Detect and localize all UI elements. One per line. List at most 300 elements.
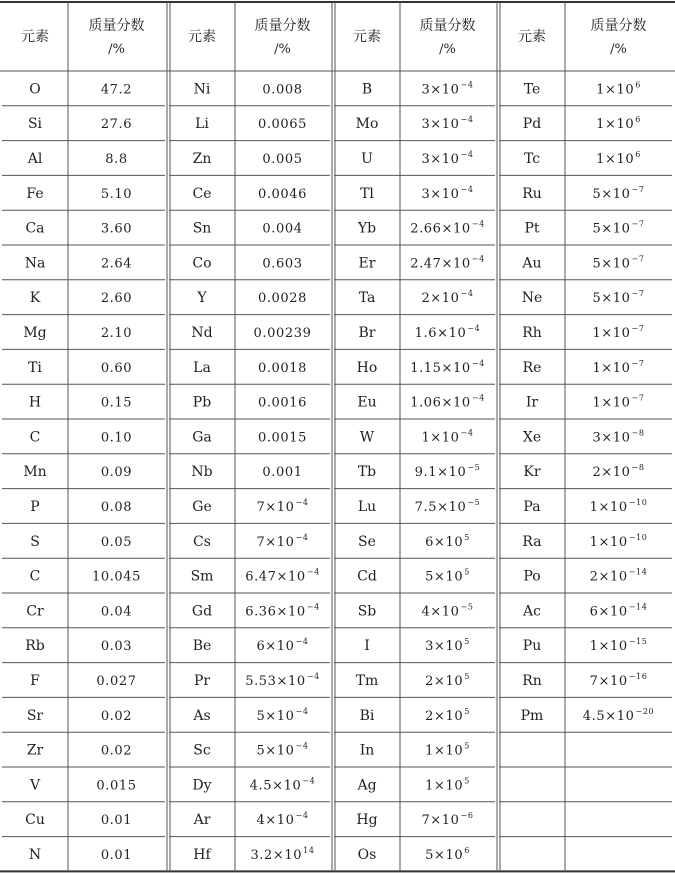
cell-value-mantissa: 0.027: [96, 674, 137, 689]
cell-mass-fraction: [421, 428, 473, 445]
cell-value-exponent: −4: [295, 741, 309, 751]
cell-mass-fraction: [256, 637, 308, 654]
cell-value-exponent: −4: [460, 184, 474, 194]
cell-mass-fraction: [101, 222, 132, 237]
cell-value-mantissa: 5×10: [256, 708, 295, 724]
cell-value-exponent: −5: [467, 498, 481, 507]
cell-mass-fraction: [92, 570, 141, 585]
cell-value-exponent: −5: [460, 602, 474, 612]
cell-mass-fraction: [256, 742, 308, 759]
cell-element: Ce: [192, 185, 212, 202]
cell-value-mantissa: 0.0018: [257, 360, 308, 376]
cell-element: Mo: [355, 116, 379, 133]
cell-mass-fraction: [596, 80, 641, 97]
header-unit: /%: [610, 42, 627, 57]
cell-mass-fraction: [590, 533, 648, 550]
cell-element: Cd: [357, 568, 377, 585]
cell-element: Mg: [23, 325, 47, 341]
cell-element: Pr: [193, 673, 211, 689]
cell-value-mantissa: 0.04: [100, 604, 133, 620]
cell-element: Zn: [192, 151, 212, 167]
cell-value-mantissa: 3×10: [425, 639, 464, 655]
cell-value-exponent: 5: [464, 532, 470, 542]
cell-element: Tc: [523, 151, 541, 167]
cell-value-mantissa: 4×10: [421, 604, 460, 620]
cell-value-mantissa: 1×10: [421, 430, 460, 446]
cell-value-mantissa: 2.64: [100, 256, 133, 272]
cell-value-exponent: −4: [295, 637, 309, 647]
cell-value-exponent: −7: [631, 393, 645, 403]
cell-value-exponent: −4: [295, 532, 309, 542]
cell-value-exponent: −4: [471, 393, 485, 403]
cell-mass-fraction: [425, 637, 470, 654]
cell-mass-fraction: [425, 776, 470, 793]
cell-value-mantissa: 0.0046: [257, 186, 308, 202]
cell-element: Mn: [23, 464, 47, 481]
cell-value-mantissa: 1×10: [589, 534, 628, 550]
cell-value-mantissa: 1×10: [596, 152, 635, 167]
cell-value-mantissa: 0.03: [100, 639, 133, 655]
cell-value-mantissa: 1.06×10: [410, 395, 471, 411]
cell-element: S: [30, 533, 40, 550]
cell-value-exponent: −6: [460, 811, 474, 821]
cell-element: Na: [24, 255, 46, 272]
cell-value-exponent: −20: [635, 706, 655, 716]
cell-value-mantissa: 3×10: [421, 152, 460, 167]
cell-mass-fraction: [245, 672, 320, 689]
cell-mass-fraction: [421, 150, 473, 167]
cell-value-mantissa: 10.045: [91, 569, 142, 585]
cell-value-mantissa: 2.47×10: [410, 256, 471, 272]
cell-value-exponent: −15: [628, 637, 648, 647]
cell-mass-fraction: [590, 637, 648, 654]
cell-element: V: [29, 777, 41, 794]
cell-value-mantissa: 5×10: [425, 569, 464, 585]
cell-element: Hf: [193, 847, 211, 863]
cell-element: Po: [523, 568, 541, 585]
cell-element: Sb: [357, 603, 377, 620]
cell-mass-fraction: [258, 291, 307, 306]
cell-element: Er: [358, 255, 376, 272]
cell-element: W: [359, 429, 375, 446]
cell-value-mantissa: 4.5×10: [582, 708, 635, 724]
cell-element: As: [193, 707, 211, 724]
cell-element: Pd: [522, 116, 542, 133]
header-mass-fraction: 质量分数: [88, 18, 145, 34]
cell-mass-fraction: [596, 150, 641, 167]
cell-element: Tb: [357, 464, 377, 481]
cell-value-mantissa: 0.001: [262, 465, 303, 481]
cell-mass-fraction: [245, 602, 320, 619]
cell-mass-fraction: [101, 465, 132, 480]
cell-value-exponent: 5: [464, 672, 470, 681]
cell-value-mantissa: 3×10: [421, 82, 460, 98]
cell-value-exponent: −4: [295, 498, 309, 507]
cell-value-mantissa: 5×10: [592, 256, 631, 272]
cell-element: Sr: [26, 707, 44, 724]
cell-element: Rb: [25, 638, 45, 655]
cell-element: Pa: [523, 499, 541, 515]
cell-mass-fraction: [250, 776, 316, 793]
cell-element: Pb: [192, 394, 212, 411]
cell-value-mantissa: 5×10: [256, 743, 295, 759]
cell-element: Se: [358, 533, 376, 550]
cell-value-mantissa: 2×10: [592, 465, 631, 481]
cell-mass-fraction: [258, 187, 307, 202]
cell-element: Ho: [356, 359, 378, 376]
cell-value-mantissa: 3.2×10: [250, 848, 303, 863]
cell-element: Cs: [193, 533, 211, 550]
cell-value-mantissa: 1×10: [596, 82, 635, 98]
cell-element: Ti: [28, 359, 42, 376]
cell-value-mantissa: 47.2: [100, 82, 133, 98]
cell-value-mantissa: 1×10: [425, 778, 464, 794]
cell-value-mantissa: 0.08: [100, 500, 133, 515]
cell-mass-fraction: [101, 848, 132, 863]
cell-value-exponent: −8: [631, 428, 645, 438]
cell-mass-fraction: [256, 498, 308, 515]
cell-mass-fraction: [101, 326, 132, 341]
cell-element: Rh: [522, 325, 542, 341]
cell-value-mantissa: 0.015: [96, 778, 137, 794]
cell-mass-fraction: [410, 359, 485, 376]
cell-element: O: [29, 81, 41, 98]
cell-value-exponent: 6: [635, 150, 641, 159]
cell-value-mantissa: 0.60: [100, 360, 133, 376]
cell-mass-fraction: [101, 117, 132, 132]
header-element: 元素: [353, 29, 381, 45]
cell-mass-fraction: [101, 744, 132, 759]
cell-value-mantissa: 5×10: [425, 848, 464, 863]
cell-value-exponent: −16: [628, 672, 648, 681]
cell-value-mantissa: 5×10: [592, 221, 631, 237]
cell-value-mantissa: 2.60: [100, 291, 133, 307]
cell-mass-fraction: [410, 254, 485, 271]
cell-value-mantissa: 2×10: [425, 708, 464, 724]
cell-value-mantissa: 1×10: [589, 500, 628, 515]
cell-value-exponent: −7: [631, 254, 645, 264]
cell-mass-fraction: [258, 430, 307, 445]
cell-value-mantissa: 1×10: [592, 326, 631, 341]
cell-element: Tm: [355, 673, 379, 689]
cell-value-mantissa: 1×10: [425, 743, 464, 759]
cell-mass-fraction: [415, 324, 481, 341]
cell-value-mantissa: 27.6: [100, 117, 133, 133]
cell-value-exponent: 6: [464, 846, 470, 855]
cell-value-exponent: −7: [631, 324, 645, 333]
cell-mass-fraction: [425, 846, 470, 863]
cell-element: Pu: [522, 638, 542, 655]
cell-mass-fraction: [592, 428, 644, 445]
cell-value-exponent: 5: [464, 706, 470, 716]
cell-value-mantissa: 8.8: [105, 152, 128, 167]
cell-element: Zr: [26, 742, 44, 759]
cell-element: C: [29, 568, 41, 585]
cell-element: Ne: [521, 290, 543, 307]
cell-value-mantissa: 0.0016: [257, 395, 308, 411]
cell-value-mantissa: 0.005: [262, 152, 303, 167]
cell-element: N: [28, 847, 42, 863]
cell-element: Sn: [192, 220, 212, 237]
cell-mass-fraction: [256, 811, 308, 828]
cell-mass-fraction: [101, 604, 132, 619]
cell-mass-fraction: [425, 568, 470, 585]
cell-value-exponent: −4: [306, 567, 320, 577]
cell-element: Si: [27, 116, 43, 133]
cell-value-mantissa: 3.60: [100, 221, 133, 237]
cell-value-exponent: −4: [295, 706, 309, 716]
cell-element: Gd: [191, 603, 213, 620]
cell-value-exponent: −7: [631, 289, 645, 299]
cell-value-mantissa: 0.05: [100, 534, 133, 550]
cell-mass-fraction: [101, 535, 132, 550]
cell-element: Cu: [25, 812, 45, 829]
cell-value-mantissa: 1.15×10: [410, 360, 471, 376]
cell-element: Kr: [523, 464, 541, 481]
cell-mass-fraction: [258, 396, 307, 411]
cell-value-exponent: −4: [306, 672, 320, 681]
cell-value-mantissa: 1.6×10: [414, 326, 467, 341]
cell-element: Ir: [525, 394, 539, 411]
header-mass-fraction: 质量分数: [254, 18, 311, 34]
cell-value-mantissa: 0.15: [100, 395, 133, 411]
cell-value-mantissa: 7×10: [589, 674, 628, 689]
cell-value-mantissa: 9.1×10: [414, 465, 467, 481]
cell-mass-fraction: [592, 394, 644, 411]
cell-mass-fraction: [105, 152, 127, 167]
cell-value-mantissa: 0.004: [262, 221, 303, 237]
header-unit: /%: [274, 42, 291, 57]
cell-mass-fraction: [101, 813, 132, 828]
cell-value-exponent: 5: [464, 567, 470, 577]
cell-mass-fraction: [415, 463, 481, 480]
cell-value-exponent: −4: [460, 150, 474, 159]
cell-value-mantissa: 2.10: [100, 326, 133, 341]
cell-mass-fraction: [101, 430, 132, 445]
cell-value-exponent: −4: [467, 324, 481, 333]
cell-element: K: [29, 290, 41, 307]
cell-mass-fraction: [262, 152, 302, 167]
header-mass-fraction: 质量分数: [419, 18, 476, 34]
cell-element: Ga: [192, 429, 212, 446]
cell-element: Xe: [522, 429, 542, 446]
cell-mass-fraction: [596, 115, 641, 132]
header-unit: /%: [439, 42, 456, 57]
cell-element: Ac: [523, 603, 541, 620]
cell-value-mantissa: 0.10: [100, 430, 133, 446]
cell-mass-fraction: [101, 361, 132, 376]
header-mass-fraction: 质量分数: [590, 18, 647, 34]
cell-mass-fraction: [101, 291, 132, 306]
cell-value-exponent: −4: [471, 358, 485, 368]
cell-mass-fraction: [101, 396, 132, 411]
cell-mass-fraction: [592, 185, 644, 202]
cell-element: Ca: [25, 220, 45, 237]
cell-mass-fraction: [250, 846, 314, 863]
cell-value-exponent: −14: [628, 567, 648, 577]
cell-mass-fraction: [425, 707, 470, 724]
header-element: 元素: [188, 29, 216, 45]
cell-mass-fraction: [258, 117, 307, 132]
cell-mass-fraction: [254, 326, 312, 341]
cell-element: Co: [192, 255, 212, 272]
cell-element: Pm: [520, 707, 544, 724]
cell-value-exponent: −10: [628, 532, 648, 542]
cell-element: In: [359, 742, 375, 759]
cell-value-exponent: 6: [635, 80, 641, 90]
cell-mass-fraction: [262, 222, 302, 237]
cell-value-mantissa: 5×10: [592, 186, 631, 202]
cell-mass-fraction: [421, 602, 473, 619]
cell-element: Sc: [193, 742, 211, 759]
cell-element: Nd: [191, 325, 213, 341]
cell-element: Cr: [26, 603, 44, 620]
cell-element: Tl: [360, 185, 374, 202]
cell-mass-fraction: [592, 324, 644, 341]
cell-mass-fraction: [101, 639, 132, 654]
cell-element: Au: [522, 255, 542, 272]
cell-value-exponent: −4: [306, 602, 320, 612]
cell-mass-fraction: [262, 82, 302, 97]
cell-element: P: [30, 499, 40, 515]
cell-mass-fraction: [258, 361, 307, 376]
cell-element: H: [28, 394, 42, 411]
cell-value-mantissa: 7.5×10: [414, 500, 467, 515]
cell-mass-fraction: [421, 115, 473, 132]
cell-element: Ra: [522, 533, 542, 550]
cell-value-mantissa: 2×10: [421, 291, 460, 307]
cell-value-exponent: −4: [302, 776, 316, 786]
cell-mass-fraction: [421, 811, 473, 828]
header-element: 元素: [518, 29, 546, 45]
cell-value-exponent: −4: [471, 219, 485, 229]
cell-value-exponent: −7: [631, 219, 645, 229]
cell-element: Ag: [357, 777, 377, 794]
cell-element: Yb: [357, 220, 377, 237]
cell-value-mantissa: 3×10: [592, 430, 631, 446]
cell-value-mantissa: 6×10: [589, 604, 628, 620]
cell-mass-fraction: [410, 394, 485, 411]
cell-mass-fraction: [101, 187, 132, 202]
cell-value-mantissa: 7×10: [256, 500, 295, 515]
cell-mass-fraction: [421, 185, 473, 202]
cell-mass-fraction: [256, 707, 308, 724]
cell-value-mantissa: 0.0065: [257, 117, 308, 133]
header-element: 元素: [21, 29, 49, 45]
cell-element: Ni: [193, 81, 211, 98]
cell-mass-fraction: [96, 778, 136, 793]
cell-value-exponent: −8: [631, 463, 645, 473]
cell-element: Ta: [358, 290, 376, 307]
cell-value-exponent: 5: [464, 741, 470, 751]
cell-value-mantissa: 0.008: [262, 82, 303, 98]
cell-value-exponent: 6: [635, 115, 641, 125]
cell-value-mantissa: 5.10: [100, 186, 133, 202]
cell-mass-fraction: [425, 742, 470, 759]
cell-element: Fe: [26, 185, 44, 202]
cell-element: Lu: [357, 499, 377, 515]
table-header-row: [21, 17, 647, 57]
cell-value-exponent: −4: [460, 428, 474, 438]
cell-element: Nb: [191, 464, 213, 481]
cell-value-exponent: −10: [628, 498, 648, 507]
cell-element: I: [364, 638, 370, 655]
cell-value-exponent: −14: [628, 602, 648, 612]
cell-value-exponent: −7: [631, 358, 645, 368]
cell-element: B: [361, 81, 373, 98]
cell-value-mantissa: 5.53×10: [245, 674, 306, 689]
cell-value-mantissa: 0.00239: [253, 326, 312, 341]
cell-value-mantissa: 0.603: [262, 256, 303, 272]
cell-element: Ar: [193, 812, 211, 829]
header-unit: /%: [108, 42, 125, 57]
cell-mass-fraction: [421, 289, 473, 306]
cell-value-mantissa: 1×10: [596, 117, 635, 133]
cell-value-mantissa: 7×10: [256, 534, 295, 550]
cell-element: Eu: [357, 394, 377, 411]
cell-element: La: [193, 359, 211, 376]
cell-mass-fraction: [101, 256, 132, 271]
cell-element: Ge: [192, 499, 212, 515]
cell-value-mantissa: 5×10: [592, 291, 631, 307]
cell-element: Sm: [190, 568, 214, 585]
cell-element: Dy: [192, 777, 212, 794]
cell-value-exponent: −4: [460, 289, 474, 299]
cell-mass-fraction: [592, 254, 644, 271]
cell-mass-fraction: [592, 359, 644, 376]
cell-value-mantissa: 0.0015: [257, 430, 308, 446]
cell-element: U: [361, 151, 373, 167]
cell-value-mantissa: 2×10: [589, 569, 628, 585]
cell-value-mantissa: 0.02: [100, 743, 133, 759]
cell-mass-fraction: [592, 289, 644, 306]
cell-mass-fraction: [590, 602, 648, 619]
cell-value-mantissa: 0.01: [100, 813, 133, 829]
cell-value-mantissa: 0.02: [100, 708, 133, 724]
cell-value-mantissa: 1×10: [592, 360, 631, 376]
cell-mass-fraction: [256, 533, 308, 550]
cell-value-mantissa: 1×10: [589, 639, 628, 655]
cell-value-mantissa: 2.66×10: [410, 221, 471, 237]
cell-element: Te: [523, 81, 541, 98]
cell-element: Hg: [356, 812, 378, 829]
cell-value-mantissa: 2×10: [425, 674, 464, 689]
cell-element: Br: [358, 325, 376, 341]
cell-value-mantissa: 4.5×10: [249, 778, 302, 794]
cell-element: Re: [522, 359, 542, 376]
cell-value-exponent: 14: [303, 846, 315, 855]
cell-value-mantissa: 1×10: [592, 395, 631, 411]
cell-mass-fraction: [101, 709, 132, 724]
cell-mass-fraction: [592, 463, 644, 480]
cell-mass-fraction: [590, 672, 648, 689]
cell-value-exponent: −5: [467, 463, 481, 473]
cell-mass-fraction: [410, 220, 485, 237]
cell-value-mantissa: 3×10: [421, 186, 460, 202]
cell-value-mantissa: 0.01: [100, 848, 133, 863]
cell-value-mantissa: 0.0028: [257, 291, 308, 307]
cell-element: Be: [192, 638, 212, 655]
cell-element: F: [30, 673, 40, 689]
cell-element: Rn: [522, 673, 542, 689]
cell-mass-fraction: [421, 80, 473, 97]
cell-value-exponent: 5: [464, 776, 470, 786]
cell-element: Al: [27, 151, 43, 167]
cell-mass-fraction: [583, 707, 654, 724]
cell-mass-fraction: [592, 220, 644, 237]
cell-value-mantissa: 4×10: [256, 813, 295, 829]
cell-mass-fraction: [262, 256, 302, 271]
